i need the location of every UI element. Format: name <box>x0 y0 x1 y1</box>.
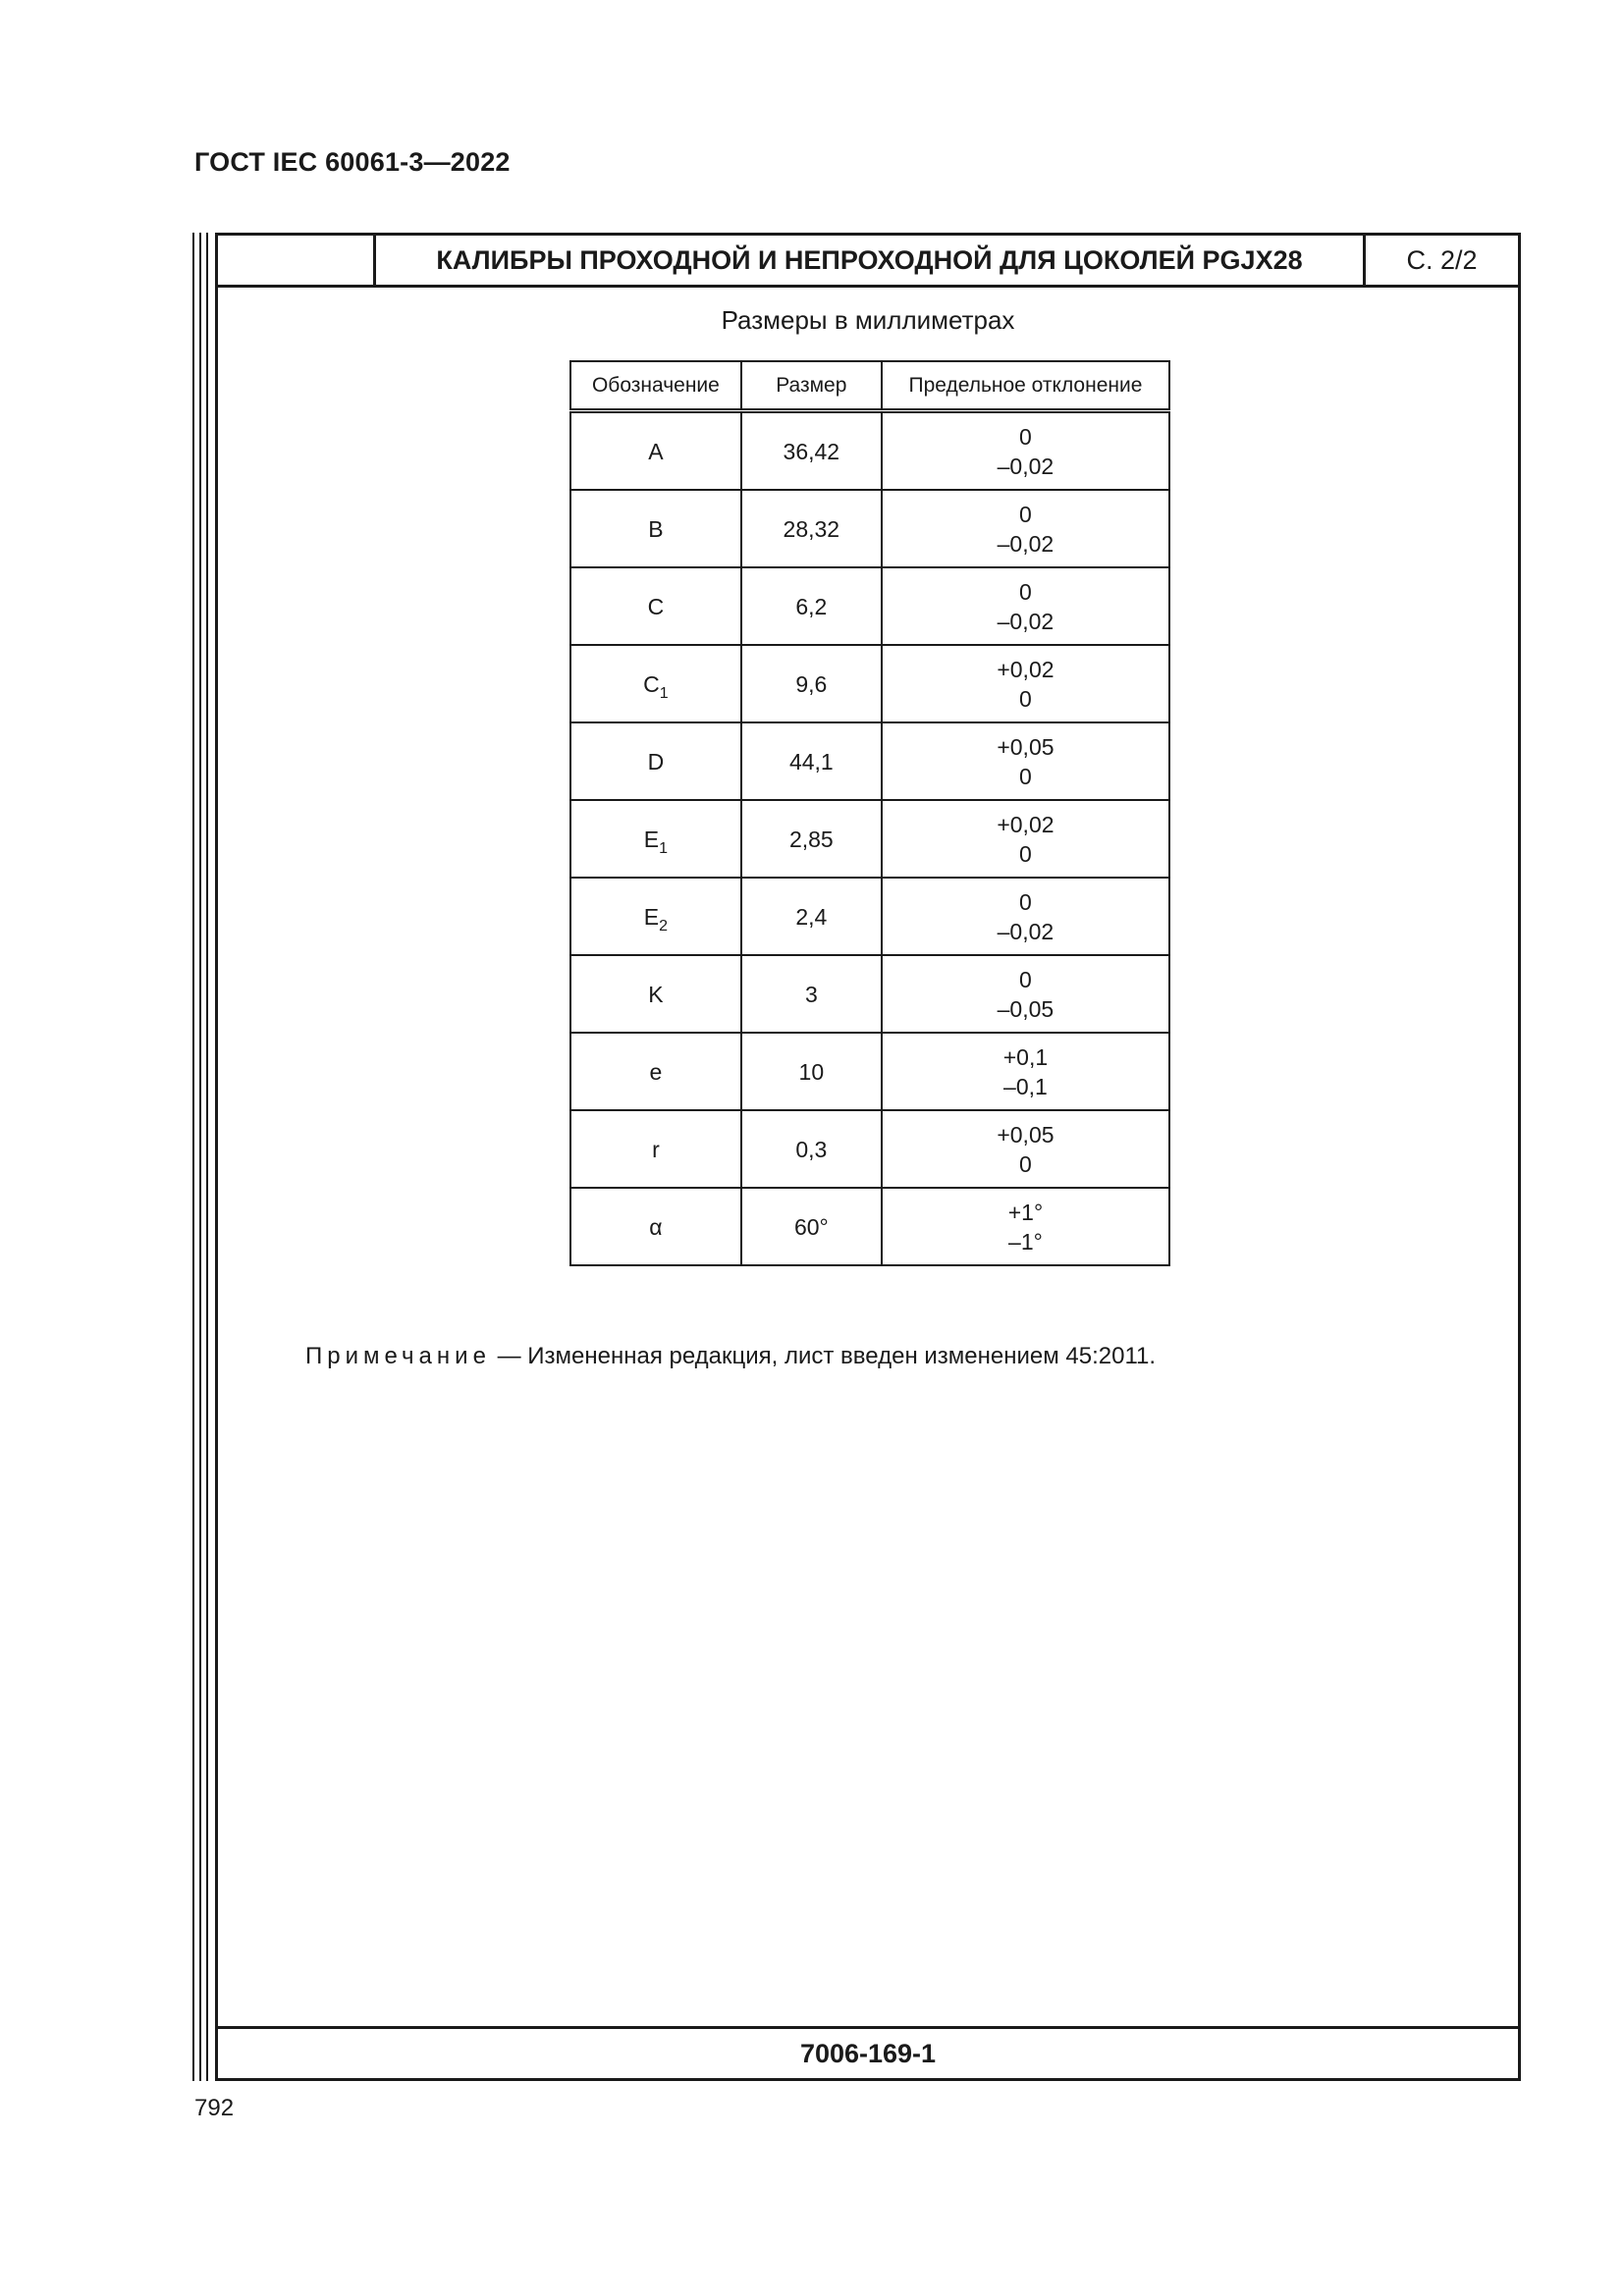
designation-symbol: α <box>649 1213 663 1240</box>
table-header-row <box>570 361 1169 411</box>
designation-cell <box>570 1188 741 1265</box>
tolerance-upper: +0,05 <box>997 733 1055 760</box>
table-row <box>570 411 1169 491</box>
tolerance-lower: –0,02 <box>997 918 1055 944</box>
tolerance-upper: 0 <box>1019 578 1032 605</box>
size-cell: 0,3 <box>741 1110 882 1188</box>
table-row <box>570 800 1169 878</box>
designation-cell <box>570 722 741 800</box>
table-row <box>570 1033 1169 1110</box>
size-cell: 60° <box>741 1188 882 1265</box>
tolerance-upper: +0,05 <box>997 1121 1055 1148</box>
designation-symbol: C <box>643 670 660 697</box>
size-cell: 28,32 <box>741 490 882 567</box>
size-cell: 9,6 <box>741 645 882 722</box>
tolerance-cell <box>882 1033 1169 1110</box>
tolerance-upper: 0 <box>1019 888 1032 915</box>
designation-symbol: B <box>648 515 664 542</box>
tolerance-upper: 0 <box>1019 501 1032 527</box>
designation-cell <box>570 878 741 955</box>
tolerance-lower: 0 <box>1019 685 1032 712</box>
table-row <box>570 490 1169 567</box>
note-text: — Измененная редакция, лист введен изменением 45:2011. <box>490 1343 1157 1369</box>
dimensions-table <box>569 360 1170 1266</box>
note <box>305 1343 1156 1370</box>
note-label: Примечание <box>305 1343 491 1369</box>
designation-subscript: 1 <box>659 839 669 857</box>
standard-header: ГОСТ IEC 60061-3—2022 <box>194 147 511 177</box>
sheet-page-ref: С. 2/2 <box>1406 244 1478 275</box>
column-header-designation: Обозначение <box>570 361 741 411</box>
binding-margin-line <box>199 233 201 2081</box>
column-header-size: Размер <box>741 361 882 411</box>
tolerance-cell <box>882 955 1169 1033</box>
tolerance-lower: –0,1 <box>1003 1073 1048 1099</box>
table-row <box>570 1110 1169 1188</box>
tolerance-lower: 0 <box>1019 840 1032 867</box>
tolerance-cell <box>882 800 1169 878</box>
binding-margin-line <box>192 233 194 2081</box>
tolerance-cell <box>882 490 1169 567</box>
tolerance-lower: 0 <box>1019 763 1032 789</box>
size-cell: 2,85 <box>741 800 882 878</box>
table-row <box>570 1188 1169 1265</box>
designation-symbol: E <box>643 903 660 930</box>
tolerance-upper: +0,02 <box>997 811 1055 837</box>
size-cell: 36,42 <box>741 411 882 491</box>
designation-symbol: E <box>643 826 660 852</box>
table-row <box>570 955 1169 1033</box>
tolerance-lower: –0,02 <box>997 453 1055 479</box>
designation-cell <box>570 955 741 1033</box>
column-header-tolerance: Предельное отклонение <box>882 361 1169 411</box>
designation-cell <box>570 411 741 491</box>
table-row <box>570 567 1169 645</box>
tolerance-upper: +0,02 <box>997 656 1055 682</box>
designation-subscript: 1 <box>659 684 669 702</box>
size-cell: 3 <box>741 955 882 1033</box>
sheet-title: КАЛИБРЫ ПРОХОДНОЙ И НЕПРОХОДНОЙ ДЛЯ ЦОКОЛЕЙ PGJX28 <box>376 236 1366 285</box>
units-caption: Размеры в миллиметрах <box>721 305 1015 335</box>
table-body <box>570 411 1169 1266</box>
tolerance-lower: –0,05 <box>997 995 1055 1022</box>
tolerance-lower: –1° <box>1008 1228 1043 1255</box>
title-block <box>218 236 1518 288</box>
sheet-code: 7006-169-1 <box>218 2026 1518 2078</box>
tolerance-lower: –0,02 <box>997 530 1055 557</box>
designation-symbol: r <box>652 1136 660 1162</box>
tolerance-cell <box>882 878 1169 955</box>
designation-symbol: D <box>647 748 665 774</box>
designation-symbol: A <box>648 438 664 464</box>
tolerance-cell <box>882 1188 1169 1265</box>
table-row <box>570 878 1169 955</box>
tolerance-cell <box>882 1110 1169 1188</box>
size-cell: 6,2 <box>741 567 882 645</box>
table-row <box>570 722 1169 800</box>
designation-symbol: K <box>648 981 664 1007</box>
designation-cell <box>570 645 741 722</box>
tolerance-upper: +1° <box>1007 1199 1044 1225</box>
designation-cell <box>570 1110 741 1188</box>
size-cell: 10 <box>741 1033 882 1110</box>
tolerance-cell <box>882 567 1169 645</box>
designation-cell <box>570 800 741 878</box>
tolerance-lower: –0,02 <box>997 608 1055 634</box>
designation-cell <box>570 1033 741 1110</box>
tolerance-upper: +0,1 <box>1002 1043 1049 1070</box>
table-row <box>570 645 1169 722</box>
title-block-blank-cell <box>218 236 376 285</box>
designation-subscript: 2 <box>659 917 669 934</box>
size-cell: 44,1 <box>741 722 882 800</box>
tolerance-cell <box>882 722 1169 800</box>
binding-margin-line <box>206 233 208 2081</box>
designation-symbol: C <box>647 593 665 619</box>
designation-cell <box>570 567 741 645</box>
designation-symbol: e <box>649 1058 663 1085</box>
sheet-frame <box>215 233 1521 2081</box>
designation-cell <box>570 490 741 567</box>
size-cell: 2,4 <box>741 878 882 955</box>
tolerance-cell <box>882 411 1169 491</box>
tolerance-upper: 0 <box>1019 423 1032 450</box>
tolerance-lower: 0 <box>1019 1150 1032 1177</box>
tolerance-cell <box>882 645 1169 722</box>
page-number: 792 <box>194 2095 235 2121</box>
tolerance-upper: 0 <box>1019 966 1032 992</box>
